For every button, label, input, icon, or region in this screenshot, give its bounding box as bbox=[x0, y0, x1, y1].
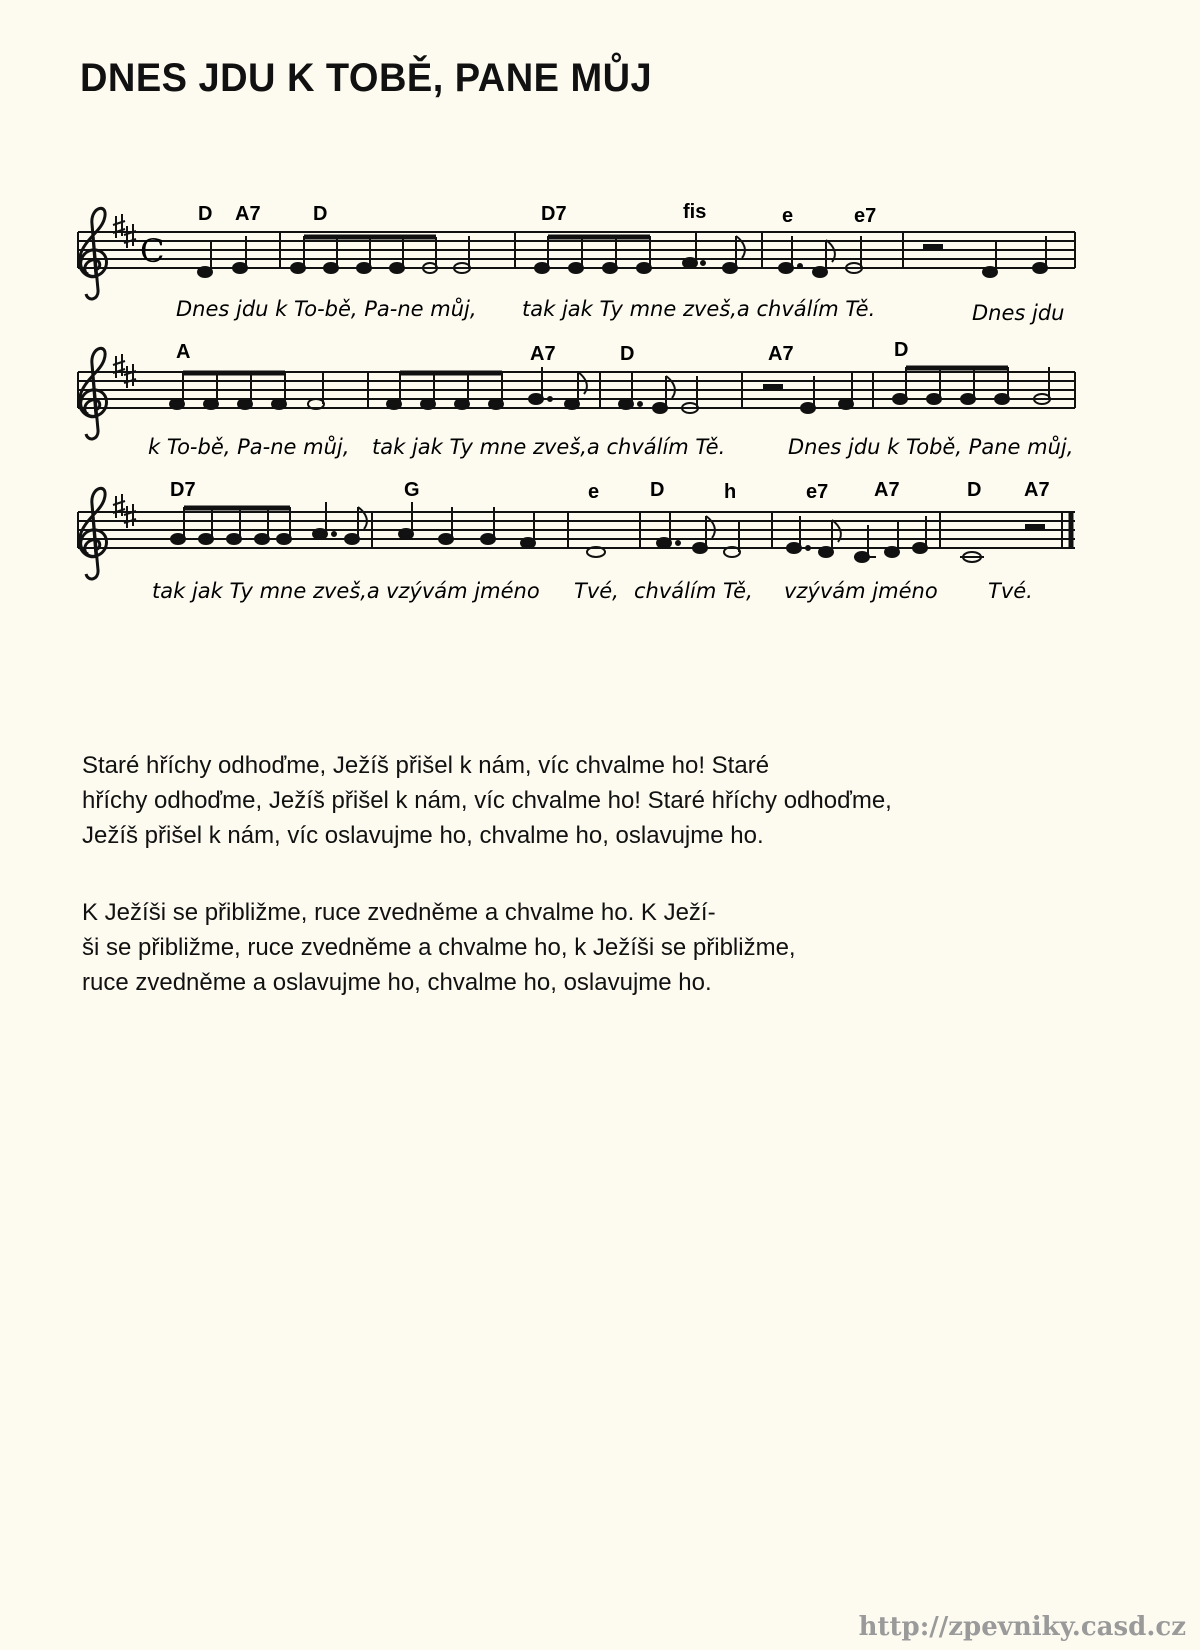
treble-clef-icon bbox=[79, 348, 106, 439]
chord: D7 bbox=[170, 479, 196, 501]
song-title: DNES JDU K TOBĚ, PANE MŮJ bbox=[80, 56, 653, 100]
sharp-icon bbox=[113, 214, 125, 238]
chord: h bbox=[724, 481, 737, 503]
chord: D bbox=[313, 203, 328, 225]
chord: D bbox=[198, 203, 213, 225]
source-watermark: http://zpevniky.casd.cz bbox=[858, 1612, 1186, 1642]
chord: A bbox=[176, 341, 191, 363]
chord: A7 bbox=[768, 343, 794, 365]
verse-line: ši se přibližme, ruce zvedněme a chvalme ho, k Ježíši se přibližme, bbox=[82, 934, 796, 961]
chord: D7 bbox=[541, 203, 567, 225]
half-rest-icon bbox=[924, 245, 942, 250]
chord: e7 bbox=[854, 205, 877, 227]
lyric-line: chválím Tě, bbox=[634, 579, 753, 603]
verse-2 bbox=[82, 895, 1162, 1000]
verse-line: K Ježíši se přibližme, ruce zvedněme a chvalme ho. K Ježí- bbox=[82, 899, 716, 926]
lyric-line: tak jak Ty mne zveš,a bbox=[152, 579, 380, 603]
sharp-icon bbox=[124, 364, 136, 388]
sharp-icon bbox=[113, 494, 125, 518]
lyric-line: Dnes jdu k To-bě, Pa-ne můj, bbox=[176, 297, 477, 321]
chord: A7 bbox=[1024, 479, 1050, 501]
lyric-line: vzývám jméno bbox=[386, 579, 540, 603]
verse-line: Staré hříchy odhoďme, Ježíš přišel k nám, víc chvalme ho! Staré bbox=[82, 752, 770, 779]
treble-clef-icon bbox=[79, 208, 106, 299]
sheet-music bbox=[0, 0, 1200, 660]
chord: D bbox=[620, 343, 635, 365]
chord: A7 bbox=[530, 343, 556, 365]
chord: e bbox=[782, 205, 794, 227]
lyric-line: vzývám jméno bbox=[784, 579, 938, 603]
chord: fis bbox=[683, 201, 707, 223]
common-time-icon: C bbox=[140, 232, 165, 270]
chord: D bbox=[650, 479, 665, 501]
sharp-icon bbox=[124, 504, 136, 528]
lyric-line: Dnes jdu k Tobě, Pane můj, bbox=[788, 435, 1074, 459]
sharp-icon bbox=[113, 354, 125, 378]
chord: e7 bbox=[806, 481, 829, 503]
verse-line: Ježíš přišel k nám, víc oslavujme ho, chvalme ho, oslavujme ho. bbox=[82, 822, 764, 849]
verse-line: hříchy odhoďme, Ježíš přišel k nám, víc chvalme ho! Staré hříchy odhoďme, bbox=[82, 787, 892, 814]
chord: G bbox=[404, 479, 420, 501]
treble-clef-icon bbox=[79, 488, 106, 579]
verse-1 bbox=[82, 748, 1162, 853]
chord: D bbox=[894, 339, 909, 361]
chord: D bbox=[967, 479, 982, 501]
chord: e bbox=[588, 481, 600, 503]
staff-system-3 bbox=[78, 479, 1075, 603]
lyric-line: tak jak Ty mne zveš,a chválím Tě. bbox=[372, 435, 726, 459]
lyric-line: k To-bě, Pa-ne můj, bbox=[148, 435, 350, 459]
half-rest-icon bbox=[1026, 525, 1044, 530]
staff-system-2 bbox=[78, 339, 1075, 459]
sharp-icon bbox=[124, 224, 136, 248]
half-rest-icon bbox=[764, 385, 782, 390]
staff-system-1 bbox=[78, 201, 1075, 325]
verse-line: ruce zvedněme a oslavujme ho, chvalme ho, oslavujme ho. bbox=[82, 969, 712, 996]
chord: A7 bbox=[874, 479, 900, 501]
lyric-line: Tvé, bbox=[574, 579, 619, 603]
lyric-line: tak jak Ty mne zveš,a chválím Tě. bbox=[522, 297, 876, 321]
chord: A7 bbox=[235, 203, 261, 225]
lyric-line: Dnes jdu bbox=[972, 301, 1065, 325]
lyric-line: Tvé. bbox=[988, 579, 1033, 603]
